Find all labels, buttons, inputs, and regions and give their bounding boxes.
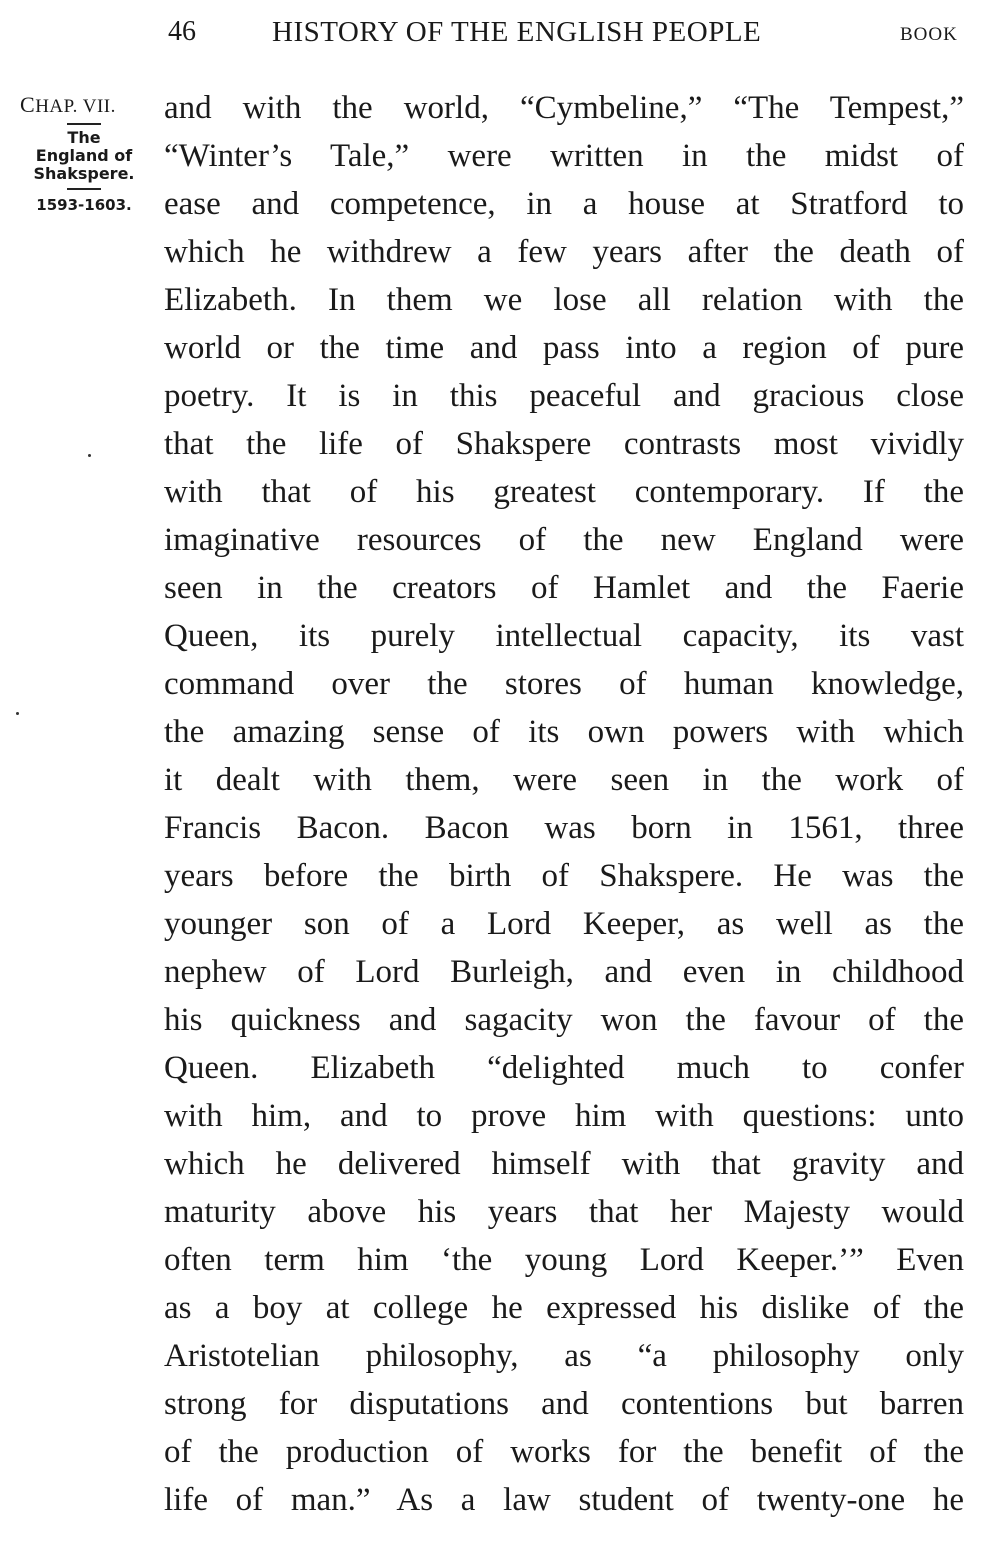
text-line: that the life of Shakspere contrasts most vividly	[164, 426, 964, 462]
text-line: as a boy at college he expressed his dislike of the	[164, 1290, 964, 1326]
marginal-note	[14, 92, 154, 214]
text-line: seen in the creators of Hamlet and the Faerie	[164, 570, 964, 606]
text-line: ease and competence, in a house at Stratford to	[164, 186, 964, 222]
text-line: with that of his greatest contemporary. If the	[164, 474, 964, 510]
text-line: which he delivered himself with that gravity and	[164, 1146, 964, 1182]
book-label: BOOK	[900, 24, 958, 45]
text-line: which he withdrew a few years after the death of	[164, 234, 964, 270]
text-line: poetry. It is in this peaceful and gracious close	[164, 378, 964, 414]
text-line: Queen. Elizabeth “delighted much to confer	[164, 1050, 964, 1086]
subject-line-1: The	[67, 128, 101, 147]
chapter-label-rest: HAP. VII.	[35, 96, 116, 117]
text-line: his quickness and sagacity won the favour of the	[164, 1002, 964, 1038]
subject-line-2: England of	[35, 146, 133, 165]
text-line: Aristotelian philosophy, as “a philosophy only	[164, 1338, 964, 1374]
text-line: with him, and to prove him with questions: unto	[164, 1098, 964, 1134]
margin-rule-bottom	[67, 188, 101, 190]
print-speck	[16, 712, 19, 715]
date-range: 1593-1603.	[36, 196, 132, 214]
text-line: of the production of works for the benefit of the	[164, 1434, 964, 1470]
text-line: Queen, its purely intellectual capacity, its vast	[164, 618, 964, 654]
text-line: the amazing sense of its own powers with which	[164, 714, 964, 750]
subject-line-3: Shakspere.	[33, 164, 135, 183]
body-text	[164, 84, 964, 1524]
text-line: life of man.” As a law student of twenty-one he	[164, 1482, 964, 1518]
text-line: years before the birth of Shakspere. He was the	[164, 858, 964, 894]
chapter-label	[14, 92, 154, 118]
text-line: often term him ‘the young Lord Keeper.’” Even	[164, 1242, 964, 1278]
chapter-label-initial: C	[20, 92, 36, 117]
text-line: world or the time and pass into a region of pure	[164, 330, 964, 366]
print-speck	[88, 454, 91, 457]
text-line: command over the stores of human knowledge,	[164, 666, 964, 702]
margin-rule-top	[67, 123, 101, 125]
text-line: “Winter’s Tale,” were written in the midst of	[164, 138, 964, 174]
text-line: imaginative resources of the new England were	[164, 522, 964, 558]
text-line: maturity above his years that her Majesty would	[164, 1194, 964, 1230]
text-line: younger son of a Lord Keeper, as well as the	[164, 906, 964, 942]
text-line: nephew of Lord Burleigh, and even in childhood	[164, 954, 964, 990]
text-line: Francis Bacon. Bacon was born in 1561, three	[164, 810, 964, 846]
page-number: 46	[168, 16, 196, 47]
running-title: HISTORY OF THE ENGLISH PEOPLE	[272, 16, 762, 48]
running-header	[0, 14, 1000, 54]
text-line: it dealt with them, were seen in the work of	[164, 762, 964, 798]
text-line: strong for disputations and contentions but barren	[164, 1386, 964, 1422]
text-line: and with the world, “Cymbeline,” “The Tempest,”	[164, 90, 964, 126]
text-line: Elizabeth. In them we lose all relation with the	[164, 282, 964, 318]
